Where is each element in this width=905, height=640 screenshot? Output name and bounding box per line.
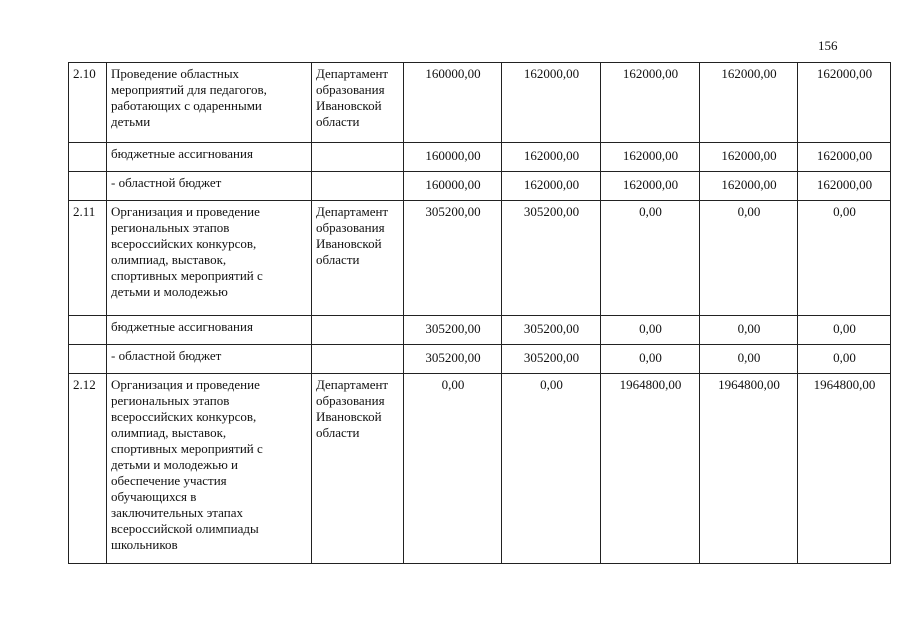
value-cell: 162000,00 (502, 172, 601, 201)
value-cell: 0,00 (798, 316, 891, 345)
empty-cell (312, 345, 404, 374)
value-cell: 1964800,00 (700, 374, 798, 564)
table-row (69, 374, 891, 564)
value-cell: 162000,00 (798, 143, 891, 172)
executor-line: Ивановской (316, 98, 382, 113)
row-description (107, 374, 312, 564)
page-number: 156 (818, 38, 838, 53)
value-cell: 305200,00 (502, 316, 601, 345)
table-row (69, 172, 891, 201)
description-line: региональных этапов (111, 220, 230, 235)
description-line: региональных этапов (111, 393, 230, 408)
row-label: бюджетные ассигнования (107, 143, 312, 172)
table-row (69, 63, 891, 143)
value-cell: 160000,00 (404, 172, 502, 201)
value-cell: 162000,00 (700, 172, 798, 201)
row-label: - областной бюджет (107, 172, 312, 201)
executor-line: Департамент (316, 377, 389, 392)
description-line: обучающихся в (111, 489, 197, 504)
row-code: 2.11 (69, 201, 107, 316)
description-line: всероссийских конкурсов, (111, 409, 257, 424)
value-cell: 162000,00 (700, 63, 798, 143)
empty-cell (69, 345, 107, 374)
value-cell: 305200,00 (404, 345, 502, 374)
description-line: олимпиад, выставок, (111, 425, 227, 440)
description-line: детьми (111, 114, 151, 129)
description-line: олимпиад, выставок, (111, 252, 227, 267)
row-executor (312, 63, 404, 143)
empty-cell (312, 316, 404, 345)
value-cell: 305200,00 (502, 201, 601, 316)
executor-line: Ивановской (316, 409, 382, 424)
table-row (69, 345, 891, 374)
value-cell: 162000,00 (601, 172, 700, 201)
value-cell: 162000,00 (798, 63, 891, 143)
row-code: 2.12 (69, 374, 107, 564)
value-cell: 0,00 (798, 201, 891, 316)
row-executor (312, 374, 404, 564)
table-row (69, 143, 891, 172)
description-line: обеспечение участия (111, 473, 227, 488)
row-description (107, 201, 312, 316)
row-label: - областной бюджет (107, 345, 312, 374)
executor-line: Ивановской (316, 236, 382, 251)
description-line: школьников (111, 537, 178, 552)
value-cell: 162000,00 (502, 143, 601, 172)
empty-cell (69, 143, 107, 172)
description-line: мероприятий для педагогов, (111, 82, 267, 97)
description-line: детьми и молодежью и (111, 457, 239, 472)
value-cell: 0,00 (601, 316, 700, 345)
executor-line: Департамент (316, 66, 389, 81)
value-cell: 162000,00 (601, 63, 700, 143)
value-cell: 0,00 (798, 345, 891, 374)
row-code: 2.10 (69, 63, 107, 143)
empty-cell (69, 316, 107, 345)
description-line: всероссийской олимпиады (111, 521, 259, 536)
empty-cell (312, 143, 404, 172)
value-cell: 162000,00 (700, 143, 798, 172)
value-cell: 0,00 (601, 345, 700, 374)
description-line: всероссийских конкурсов, (111, 236, 257, 251)
row-label: бюджетные ассигнования (107, 316, 312, 345)
value-cell: 160000,00 (404, 143, 502, 172)
description-line: работающих с одаренными (111, 98, 262, 113)
executor-line: образования (316, 82, 385, 97)
description-line: детьми и молодежью (111, 284, 228, 299)
value-cell: 0,00 (404, 374, 502, 564)
executor-line: области (316, 252, 360, 267)
value-cell: 162000,00 (502, 63, 601, 143)
executor-line: образования (316, 393, 385, 408)
description-line: спортивных мероприятий с (111, 441, 263, 456)
description-line: Организация и проведение (111, 377, 260, 392)
empty-cell (69, 172, 107, 201)
row-description (107, 63, 312, 143)
budget-table (68, 62, 891, 564)
value-cell: 305200,00 (502, 345, 601, 374)
value-cell: 0,00 (502, 374, 601, 564)
value-cell: 305200,00 (404, 316, 502, 345)
value-cell: 0,00 (700, 345, 798, 374)
value-cell: 1964800,00 (798, 374, 891, 564)
value-cell: 0,00 (700, 201, 798, 316)
value-cell: 1964800,00 (601, 374, 700, 564)
value-cell: 305200,00 (404, 201, 502, 316)
description-line: заключительных этапах (111, 505, 243, 520)
description-line: Организация и проведение (111, 204, 260, 219)
empty-cell (312, 172, 404, 201)
executor-line: области (316, 425, 360, 440)
value-cell: 0,00 (601, 201, 700, 316)
value-cell: 160000,00 (404, 63, 502, 143)
description-line: спортивных мероприятий с (111, 268, 263, 283)
executor-line: Департамент (316, 204, 389, 219)
executor-line: образования (316, 220, 385, 235)
table-row (69, 316, 891, 345)
executor-line: области (316, 114, 360, 129)
table-row (69, 201, 891, 316)
row-executor (312, 201, 404, 316)
value-cell: 0,00 (700, 316, 798, 345)
value-cell: 162000,00 (798, 172, 891, 201)
value-cell: 162000,00 (601, 143, 700, 172)
description-line: Проведение областных (111, 66, 240, 81)
